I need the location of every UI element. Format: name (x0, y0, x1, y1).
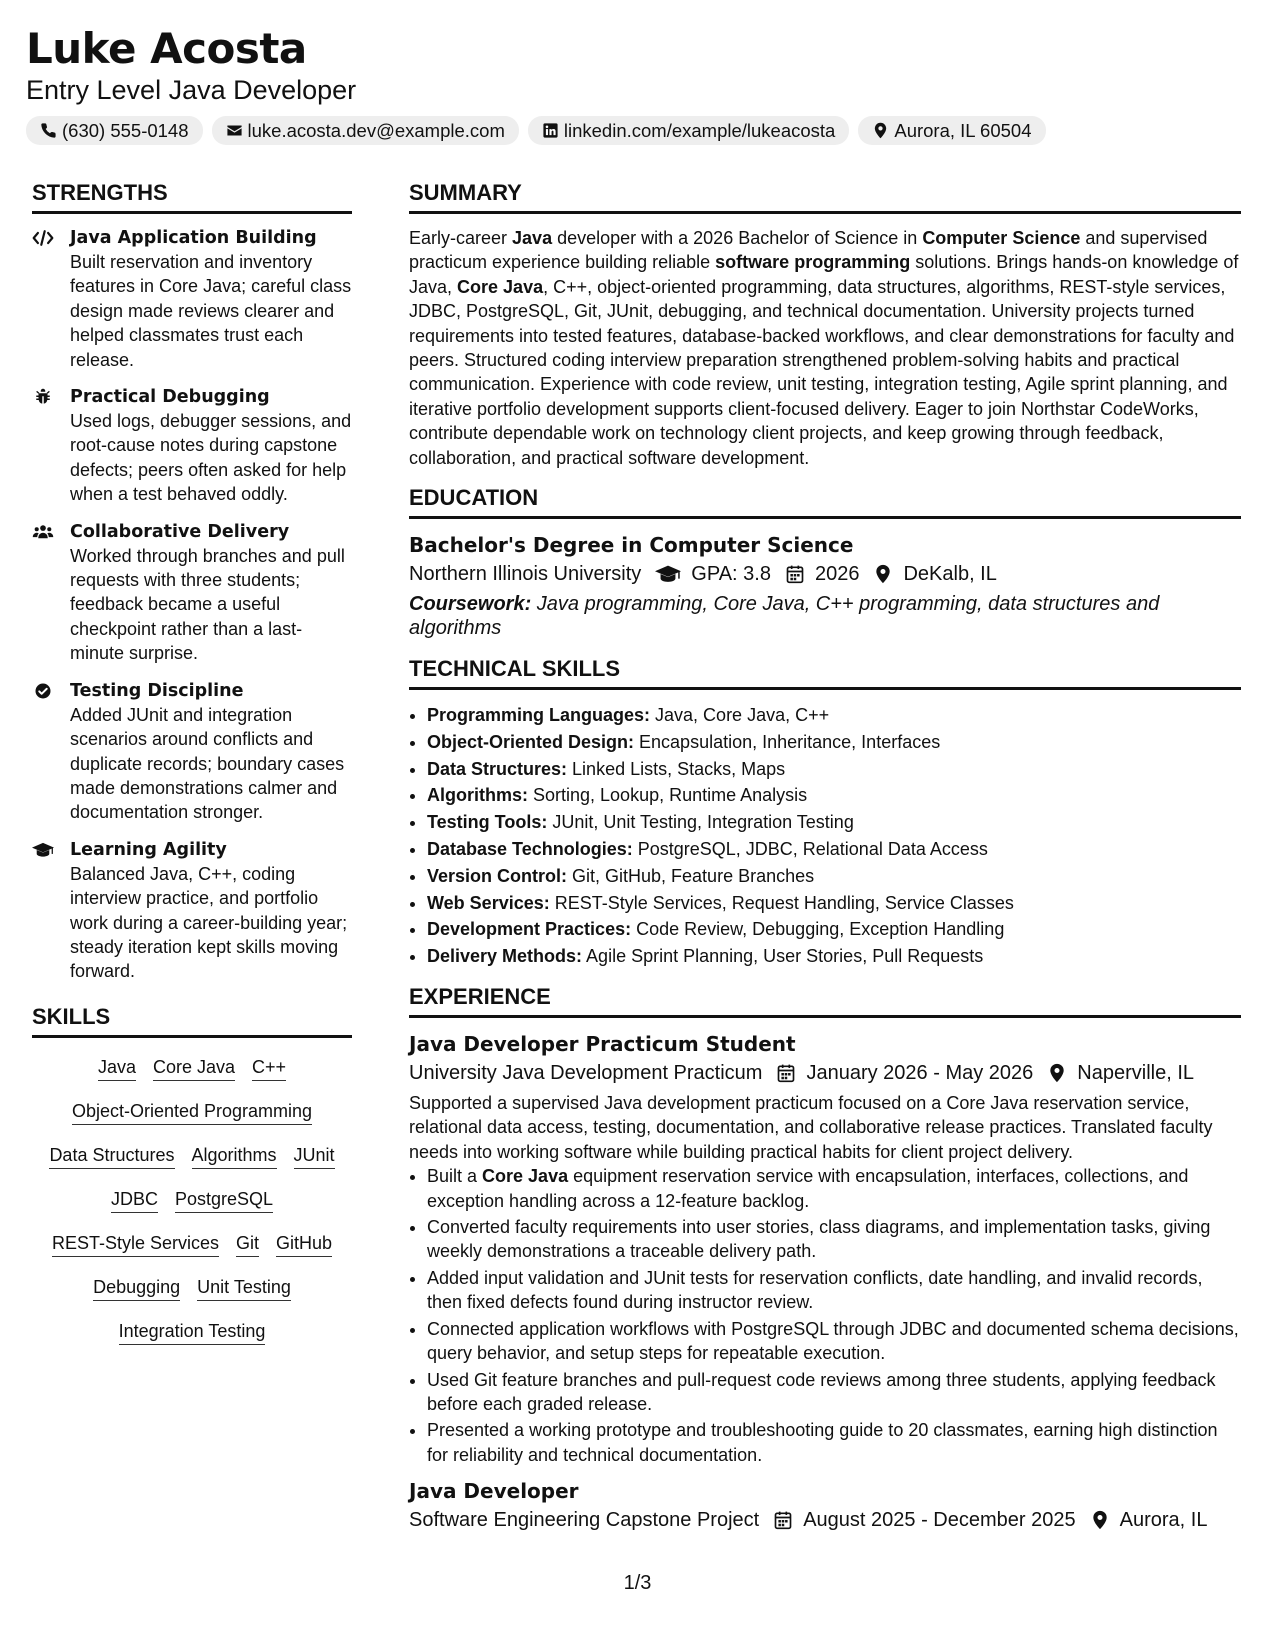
text-run: equipment reservation service with encapsulation, interfaces, collections, and exception handling across a 12-feature backlog. (427, 1166, 1189, 1211)
text-run: Early-career (409, 228, 513, 248)
job-location: Naperville, IL (1077, 1062, 1194, 1085)
skill-tag: JUnit (294, 1144, 335, 1169)
strength-item (32, 838, 352, 984)
strength-title: Collaborative Delivery (70, 521, 290, 542)
education-coursework (409, 592, 1241, 640)
phone-icon (40, 122, 57, 139)
technical-skill-label: Development Practices: (427, 919, 632, 940)
users-icon (32, 523, 54, 541)
contact-email[interactable] (212, 116, 519, 145)
strength-title: Learning Agility (70, 839, 227, 860)
skills-heading: SKILLS (32, 1004, 352, 1038)
location-icon (872, 122, 889, 139)
text-run: developer with a 2026 Bachelor of Science in (552, 228, 923, 248)
job-bullet (427, 1418, 1241, 1467)
graduation-cap-icon (32, 841, 54, 859)
education-meta (409, 559, 1241, 589)
job-description: Supported a supervised Java development practicum focused on a Core Java reservation service, relational data access, testing, documentation, and collaborative release practices. Translated faculty needs into working software while building practical habits for client project delivery. (409, 1093, 1213, 1162)
bug-icon (32, 388, 54, 406)
technical-skill-item (427, 943, 1241, 970)
bold-text: software programming (715, 252, 911, 273)
skills-row (38, 1056, 346, 1081)
education-gpa: GPA: 3.8 (691, 563, 771, 586)
contact-location-text: Aurora, IL 60504 (894, 119, 1032, 141)
technical-skill-value: Code Review, Debugging, Exception Handling (631, 919, 1005, 940)
skill-tag: Git (236, 1232, 259, 1257)
text-run: , C++, object-oriented programming, data structures, algorithms, REST-style services, JDBC, PostgreSQL, Git, JUnit, debugging, and technical documentation. University projects turned requirements into tested features, database-backed workflows, and clear demonstrations for faculty and peers. Structured coding interview preparation strengthened problem-solving habits and practical communication. Experience with code review, unit testing, integration testing, Agile sprint planning, and iterative portfolio development supports client-focused delivery. Eager to join Northstar CodeWorks, contribute dependable work on technology client projects, and keep growing through feedback, collaboration, and practical software development. (409, 276, 1235, 468)
job-bullet (427, 1164, 1241, 1213)
job-bullet (427, 1215, 1241, 1264)
technical-skill-item (427, 809, 1241, 836)
page-number: 1/3 (623, 1572, 652, 1594)
calendar-icon (785, 564, 805, 584)
skills-row (38, 1188, 346, 1213)
technical-skill-item (427, 916, 1241, 943)
job-bullet (427, 1317, 1241, 1366)
skill-tag: C++ (252, 1056, 286, 1081)
job-org: University Java Development Practicum (409, 1062, 763, 1085)
location-icon (873, 564, 893, 584)
location-icon (1047, 1063, 1067, 1083)
technical-skill-value: REST-Style Services, Request Handling, Service Classes (549, 892, 1014, 913)
education-school: Northern Illinois University (409, 563, 642, 586)
technical-skill-value: Encapsulation, Inheritance, Interfaces (634, 731, 941, 752)
job-dates: August 2025 - December 2025 (803, 1509, 1076, 1532)
skill-tag: PostgreSQL (175, 1188, 273, 1213)
technical-skills-list (409, 702, 1241, 970)
technical-skill-value: JUnit, Unit Testing, Integration Testing (547, 812, 854, 833)
education-degree: Bachelor's Degree in Computer Science (409, 533, 854, 558)
strength-desc: Used logs, debugger sessions, and root-cause notes during capstone defects; peers often asked for help when a test behaved oddly. (70, 411, 352, 505)
summary-heading: SUMMARY (409, 180, 1241, 214)
contact-email-text: luke.acosta.dev@example.com (247, 119, 505, 141)
contact-location (858, 116, 1045, 145)
job-bullet (427, 1266, 1241, 1315)
technical-skill-value: Linked Lists, Stacks, Maps (567, 758, 786, 779)
skill-tag: Core Java (153, 1056, 235, 1081)
skill-tag: Java (98, 1056, 136, 1081)
technical-skill-item (427, 863, 1241, 890)
text-run: Converted faculty requirements into user stories, class diagrams, and implementation tasks, giving weekly demonstrations a traceable delivery path. (427, 1217, 1211, 1262)
job-meta (409, 1058, 1241, 1088)
education-heading: EDUCATION (409, 485, 1241, 519)
bold-text: Computer Science (922, 228, 1081, 248)
skill-tag: Algorithms (192, 1144, 277, 1169)
technical-skill-item (427, 836, 1241, 863)
text-run: Added input validation and JUnit tests for reservation conflicts, date handling, and invalid records, then fixed defects found during instructor review. (427, 1267, 1203, 1313)
skills-cloud (32, 1050, 352, 1345)
resume-header (26, 22, 1249, 145)
strength-desc: Built reservation and inventory features in Core Java; careful class design made reviews clearer and helped classmates trust each release. (70, 252, 352, 370)
job-dates: January 2026 - May 2026 (806, 1062, 1034, 1085)
technical-skill-label: Database Technologies: (427, 839, 633, 860)
technical-skill-value: Sorting, Lookup, Runtime Analysis (528, 785, 808, 806)
bold-text: Core Java (482, 1166, 569, 1187)
text-run: Built a (427, 1166, 483, 1187)
job-role: Java Developer Practicum Student (409, 1032, 796, 1057)
contact-bar (26, 116, 1249, 145)
text-run: Connected application workflows with PostgreSQL through JDBC and documented schema decisions, query behavior, and setup steps for repeatable execution. (427, 1318, 1239, 1364)
skill-tag: Data Structures (49, 1144, 174, 1169)
contact-phone[interactable] (26, 116, 203, 145)
strength-desc: Balanced Java, C++, coding interview practice, and portfolio work during a career-building year; steady iteration kept skills moving forward. (70, 863, 348, 982)
skill-tag: GitHub (276, 1232, 332, 1257)
strength-item (32, 226, 352, 372)
job-bullet (427, 1368, 1241, 1417)
summary-text (409, 226, 1241, 470)
strength-item (32, 679, 352, 825)
strengths-heading: STRENGTHS (32, 180, 352, 214)
left-column (32, 180, 352, 1345)
skills-row (38, 1144, 346, 1169)
text-run: solutions. Brings hands-on knowledge of Java, (409, 252, 1239, 297)
technical-skill-label: Web Services: (427, 892, 550, 913)
technical-skill-label: Data Structures: (427, 758, 568, 779)
job-org: Software Engineering Capstone Project (409, 1509, 760, 1532)
skills-row (38, 1276, 346, 1301)
job-location: Aurora, IL (1119, 1509, 1208, 1532)
technical-skill-item (427, 782, 1241, 809)
right-column (409, 180, 1241, 1535)
skills-row (38, 1320, 346, 1345)
linkedin-icon (542, 122, 559, 139)
text-run: Used Git feature branches and pull-request code reviews among three students, applying feedback before each graded release. (427, 1369, 1216, 1414)
coursework-label: Coursework: (409, 593, 532, 616)
technical-skill-label: Algorithms: (427, 785, 528, 806)
skill-tag: JDBC (111, 1188, 158, 1213)
skills-row (38, 1100, 346, 1125)
technical-skill-item (427, 756, 1241, 783)
text-run: Presented a working prototype and troubleshooting guide to 20 classmates, earning high distinction for reliability and technical documentation. (427, 1420, 1218, 1465)
technical-skill-value: Java, Core Java, C++ (650, 705, 830, 726)
skill-tag: Integration Testing (119, 1320, 266, 1345)
candidate-name: Luke Acosta (26, 24, 307, 73)
candidate-title: Entry Level Java Developer (26, 75, 357, 105)
strength-item (32, 520, 352, 666)
education-location: DeKalb, IL (903, 563, 997, 586)
technical-skills-heading: TECHNICAL SKILLS (409, 656, 1241, 690)
technical-skill-label: Delivery Methods: (427, 946, 583, 967)
technical-skill-label: Version Control: (427, 865, 568, 886)
technical-skill-label: Programming Languages: (427, 705, 651, 726)
contact-linkedin[interactable] (528, 116, 849, 145)
job-meta (409, 1505, 1241, 1535)
job-role: Java Developer (409, 1479, 579, 1504)
technical-skill-value: Git, GitHub, Feature Branches (567, 865, 815, 886)
check-circle-icon (32, 682, 54, 700)
code-icon (32, 229, 54, 247)
graduation-cap-icon (655, 564, 681, 584)
bold-text: Core Java (457, 276, 544, 297)
strength-title: Practical Debugging (70, 387, 270, 408)
text-run: and supervised practicum experience building reliable (409, 228, 1208, 273)
technical-skill-value: Agile Sprint Planning, User Stories, Pull Requests (582, 946, 984, 967)
technical-skill-item (427, 729, 1241, 756)
strength-title: Java Application Building (70, 228, 317, 248)
skill-tag: Unit Testing (197, 1276, 291, 1301)
strengths-list (32, 226, 352, 984)
calendar-icon (776, 1063, 796, 1083)
technical-skill-value: PostgreSQL, JDBC, Relational Data Access (632, 839, 988, 860)
contact-linkedin-text: linkedin.com/example/lukeacosta (563, 119, 836, 141)
technical-skill-item (427, 702, 1241, 729)
skill-tag: Object-Oriented Programming (72, 1100, 312, 1125)
location-icon (1090, 1510, 1110, 1530)
bold-text: Java (512, 228, 553, 248)
job-bullets (409, 1164, 1241, 1467)
strength-title: Testing Discipline (70, 680, 244, 701)
skill-tag: Debugging (93, 1276, 180, 1301)
calendar-icon (773, 1510, 793, 1530)
experience-heading: EXPERIENCE (409, 984, 1241, 1018)
skill-tag: REST-Style Services (52, 1232, 219, 1257)
strength-desc: Added JUnit and integration scenarios around conflicts and duplicate records; boundary cases made demonstrations calmer and documentation stronger. (70, 704, 345, 823)
contact-phone-text: (630) 555-0148 (62, 119, 189, 141)
coursework-text: Java programming, Core Java, C++ programming, data structures and algorithms (409, 593, 1160, 640)
strength-item (32, 385, 352, 507)
technical-skill-label: Testing Tools: (427, 812, 548, 833)
technical-skill-label: Object-Oriented Design: (427, 731, 635, 752)
skills-row (38, 1232, 346, 1257)
education-year: 2026 (814, 563, 860, 586)
technical-skill-item (427, 890, 1241, 917)
envelope-icon (226, 122, 243, 139)
strength-desc: Worked through branches and pull requests with three students; feedback became a useful checkpoint rather than a last-minute surprise. (70, 545, 345, 664)
